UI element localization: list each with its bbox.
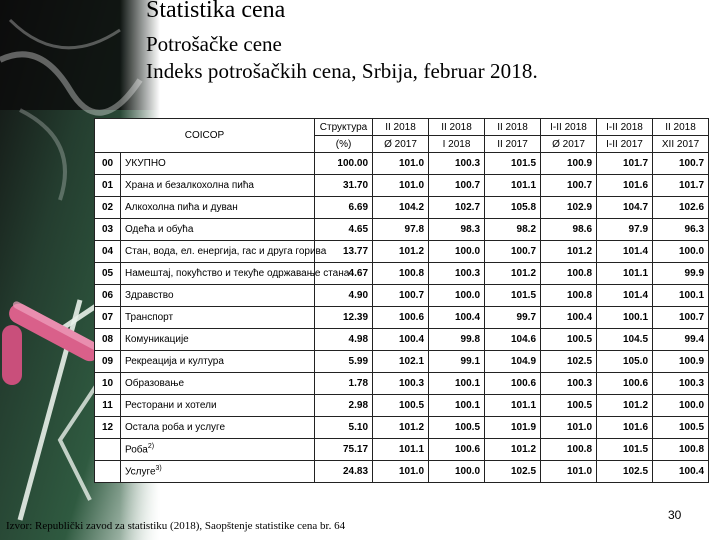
column-subheader: I-II 2017 [597, 136, 653, 153]
cpi-table-container [94, 118, 708, 483]
structure-cell: 4.98 [315, 329, 373, 351]
index-value-cell: 102.5 [597, 461, 653, 483]
index-value-cell: 101.1 [373, 439, 429, 461]
index-value-cell: 104.2 [373, 197, 429, 219]
column-subheader: I 2018 [429, 136, 485, 153]
table-row [95, 417, 709, 439]
title-block [146, 0, 538, 85]
category-name: Здравство [125, 290, 174, 301]
index-value-cell: 101.1 [485, 175, 541, 197]
category-name: УКУПНО [125, 158, 166, 169]
structure-cell: 31.70 [315, 175, 373, 197]
index-value-cell: 101.1 [597, 263, 653, 285]
column-header: II 2018 [653, 119, 709, 136]
index-value-cell: 100.7 [485, 241, 541, 263]
index-value-cell: 101.6 [597, 175, 653, 197]
index-value-cell: 102.9 [541, 197, 597, 219]
category-name: Услуге [125, 466, 156, 478]
category-name: Рекреација и култура [125, 356, 224, 367]
footnote-marker: 3) [155, 465, 162, 473]
index-value-cell: 101.0 [373, 153, 429, 175]
index-value-cell: 100.3 [653, 373, 709, 395]
index-value-cell: 98.6 [541, 219, 597, 241]
table-row [95, 241, 709, 263]
category-name-cell [121, 351, 315, 373]
index-value-cell: 100.5 [541, 329, 597, 351]
category-name-cell [121, 439, 315, 461]
coicop-code-cell: 02 [95, 197, 121, 219]
category-name-cell [121, 461, 315, 483]
index-value-cell: 102.6 [653, 197, 709, 219]
table-row [95, 439, 709, 461]
index-value-cell: 101.0 [373, 461, 429, 483]
column-header: I-II 2018 [541, 119, 597, 136]
index-value-cell: 97.8 [373, 219, 429, 241]
cpi-table [94, 118, 709, 483]
index-value-cell: 99.4 [653, 329, 709, 351]
structure-cell: 5.99 [315, 351, 373, 373]
coicop-code-cell: 04 [95, 241, 121, 263]
index-value-cell: 100.6 [597, 373, 653, 395]
table-row [95, 175, 709, 197]
index-value-cell: 99.8 [429, 329, 485, 351]
index-value-cell: 100.4 [541, 307, 597, 329]
column-subheader: II 2017 [485, 136, 541, 153]
index-value-cell: 100.3 [541, 373, 597, 395]
index-value-cell: 101.5 [597, 439, 653, 461]
coicop-code-cell: 06 [95, 285, 121, 307]
index-value-cell: 102.1 [373, 351, 429, 373]
category-name: Остала роба и услуге [125, 422, 226, 433]
index-value-cell: 100.4 [429, 307, 485, 329]
category-name-cell [121, 285, 315, 307]
column-subheader: XII 2017 [653, 136, 709, 153]
index-value-cell: 100.5 [653, 417, 709, 439]
category-name: Транспорт [125, 312, 174, 323]
index-value-cell: 105.0 [597, 351, 653, 373]
structure-cell: 6.69 [315, 197, 373, 219]
category-name-cell [121, 241, 327, 263]
index-value-cell: 100.6 [429, 439, 485, 461]
index-value-cell: 104.6 [485, 329, 541, 351]
index-value-cell: 100.0 [429, 241, 485, 263]
index-value-cell: 100.5 [373, 395, 429, 417]
index-value-cell: 100.7 [429, 175, 485, 197]
coicop-code-cell: 03 [95, 219, 121, 241]
category-name-cell [121, 329, 315, 351]
index-value-cell: 102.7 [429, 197, 485, 219]
coicop-code-cell: 10 [95, 373, 121, 395]
category-name-cell [121, 395, 315, 417]
column-subheader: Ø 2017 [373, 136, 429, 153]
structure-cell: 24.83 [315, 461, 373, 483]
index-value-cell: 101.2 [597, 395, 653, 417]
table-row [95, 307, 709, 329]
index-value-cell: 101.0 [541, 417, 597, 439]
index-value-cell: 100.8 [541, 285, 597, 307]
coicop-code-cell: 01 [95, 175, 121, 197]
coicop-code-cell: 12 [95, 417, 121, 439]
source-note: Izvor: Republički zavod za statistiku (2018), Saopštenje statistike cena br. 64 [6, 520, 346, 532]
index-value-cell: 101.1 [485, 395, 541, 417]
index-value-cell: 100.8 [541, 263, 597, 285]
table-row [95, 219, 709, 241]
structure-cell: 4.67 [315, 263, 373, 285]
index-value-cell: 100.5 [429, 417, 485, 439]
structure-cell: 4.90 [315, 285, 373, 307]
slide-subtitle: Potrošačke cene [146, 32, 282, 56]
column-subheader: (%) [315, 136, 373, 153]
index-value-cell: 102.5 [541, 351, 597, 373]
footnote-marker: 2) [147, 443, 155, 451]
category-name: Стан, вода, ел. енергија, гас и друга горива [125, 246, 327, 257]
index-value-cell: 98.2 [485, 219, 541, 241]
index-value-cell: 101.6 [597, 417, 653, 439]
category-name-cell [121, 153, 315, 175]
index-value-cell: 100.8 [373, 263, 429, 285]
category-name-cell [121, 175, 315, 197]
index-value-cell: 100.6 [485, 373, 541, 395]
structure-cell: 100.00 [315, 153, 373, 175]
index-value-cell: 101.9 [485, 417, 541, 439]
index-value-cell: 98.3 [429, 219, 485, 241]
index-value-cell: 100.4 [373, 329, 429, 351]
index-value-cell: 96.3 [653, 219, 709, 241]
index-value-cell: 100.7 [373, 285, 429, 307]
structure-cell: 4.65 [315, 219, 373, 241]
index-value-cell: 100.9 [653, 351, 709, 373]
index-value-cell: 101.5 [485, 285, 541, 307]
coicop-code-cell: 09 [95, 351, 121, 373]
header-row-1 [95, 119, 709, 136]
coicop-header: COICOP [95, 119, 315, 153]
index-value-cell: 100.5 [541, 395, 597, 417]
category-name-cell [121, 417, 315, 439]
index-value-cell: 101.2 [373, 241, 429, 263]
index-value-cell: 105.8 [485, 197, 541, 219]
index-value-cell: 100.3 [373, 373, 429, 395]
column-subheader: Ø 2017 [541, 136, 597, 153]
coicop-code-cell: 00 [95, 153, 121, 175]
coicop-code-cell: 07 [95, 307, 121, 329]
index-value-cell: 100.9 [541, 153, 597, 175]
index-value-cell: 101.0 [373, 175, 429, 197]
index-value-cell: 100.6 [373, 307, 429, 329]
structure-cell: 5.10 [315, 417, 373, 439]
column-header: II 2018 [429, 119, 485, 136]
structure-cell: 75.17 [315, 439, 373, 461]
table-row [95, 263, 709, 285]
slide-heading: Indeks potrošačkih cena, Srbija, februar 2018. [146, 59, 538, 83]
table-row [95, 373, 709, 395]
coicop-code-cell [95, 461, 121, 483]
category-name-cell [121, 373, 315, 395]
index-value-cell: 100.1 [429, 373, 485, 395]
structure-cell: 13.77 [315, 241, 373, 263]
index-value-cell: 100.3 [429, 263, 485, 285]
index-value-cell: 100.3 [429, 153, 485, 175]
category-name: Алкохолна пића и дуван [125, 202, 238, 213]
page-number: 30 [668, 508, 682, 522]
index-value-cell: 100.1 [653, 285, 709, 307]
cpi-table-body [95, 153, 709, 483]
table-row [95, 285, 709, 307]
index-value-cell: 101.4 [597, 285, 653, 307]
index-value-cell: 100.0 [429, 461, 485, 483]
structure-cell: 12.39 [315, 307, 373, 329]
category-name-cell [121, 219, 315, 241]
slide-title: Statistika cena [146, 0, 286, 23]
index-value-cell: 101.2 [485, 439, 541, 461]
index-value-cell: 102.5 [485, 461, 541, 483]
index-value-cell: 99.7 [485, 307, 541, 329]
coicop-code-cell: 11 [95, 395, 121, 417]
index-value-cell: 101.2 [373, 417, 429, 439]
index-value-cell: 101.2 [485, 263, 541, 285]
index-value-cell: 100.0 [429, 285, 485, 307]
index-value-cell: 100.1 [597, 307, 653, 329]
column-header: Структура [315, 119, 373, 136]
category-name-cell [121, 307, 315, 329]
coicop-code-cell [95, 439, 121, 461]
structure-cell: 2.98 [315, 395, 373, 417]
index-value-cell: 101.0 [541, 461, 597, 483]
category-name: Роба [125, 444, 148, 456]
index-value-cell: 100.4 [653, 461, 709, 483]
category-name-cell [121, 263, 350, 285]
index-value-cell: 104.9 [485, 351, 541, 373]
table-row [95, 153, 709, 175]
structure-cell: 1.78 [315, 373, 373, 395]
index-value-cell: 104.7 [597, 197, 653, 219]
index-value-cell: 104.5 [597, 329, 653, 351]
index-value-cell: 100.7 [653, 153, 709, 175]
category-name: Храна и безалкохолна пића [125, 180, 254, 191]
index-value-cell: 100.7 [653, 307, 709, 329]
table-row [95, 461, 709, 483]
table-row [95, 395, 709, 417]
index-value-cell: 101.4 [597, 241, 653, 263]
category-name: Намештај, покућство и текуће одржавање стана [125, 268, 350, 279]
index-value-cell: 100.1 [429, 395, 485, 417]
index-value-cell: 101.7 [653, 175, 709, 197]
category-name: Образовање [125, 378, 184, 389]
index-value-cell: 101.7 [597, 153, 653, 175]
category-name-cell [121, 197, 315, 219]
coicop-code-cell: 08 [95, 329, 121, 351]
column-header: I-II 2018 [597, 119, 653, 136]
table-row [95, 351, 709, 373]
index-value-cell: 100.0 [653, 241, 709, 263]
index-value-cell: 99.1 [429, 351, 485, 373]
index-value-cell: 100.7 [541, 175, 597, 197]
table-row [95, 197, 709, 219]
category-name: Комуникације [125, 334, 189, 345]
index-value-cell: 101.5 [485, 153, 541, 175]
coicop-code-cell: 05 [95, 263, 121, 285]
index-value-cell: 100.8 [541, 439, 597, 461]
index-value-cell: 100.0 [653, 395, 709, 417]
index-value-cell: 99.9 [653, 263, 709, 285]
category-name: Ресторани и хотели [125, 400, 217, 411]
index-value-cell: 101.2 [541, 241, 597, 263]
column-header: II 2018 [373, 119, 429, 136]
index-value-cell: 97.9 [597, 219, 653, 241]
table-row [95, 329, 709, 351]
column-header: II 2018 [485, 119, 541, 136]
category-name: Одећа и обућа [125, 224, 194, 235]
index-value-cell: 100.8 [653, 439, 709, 461]
